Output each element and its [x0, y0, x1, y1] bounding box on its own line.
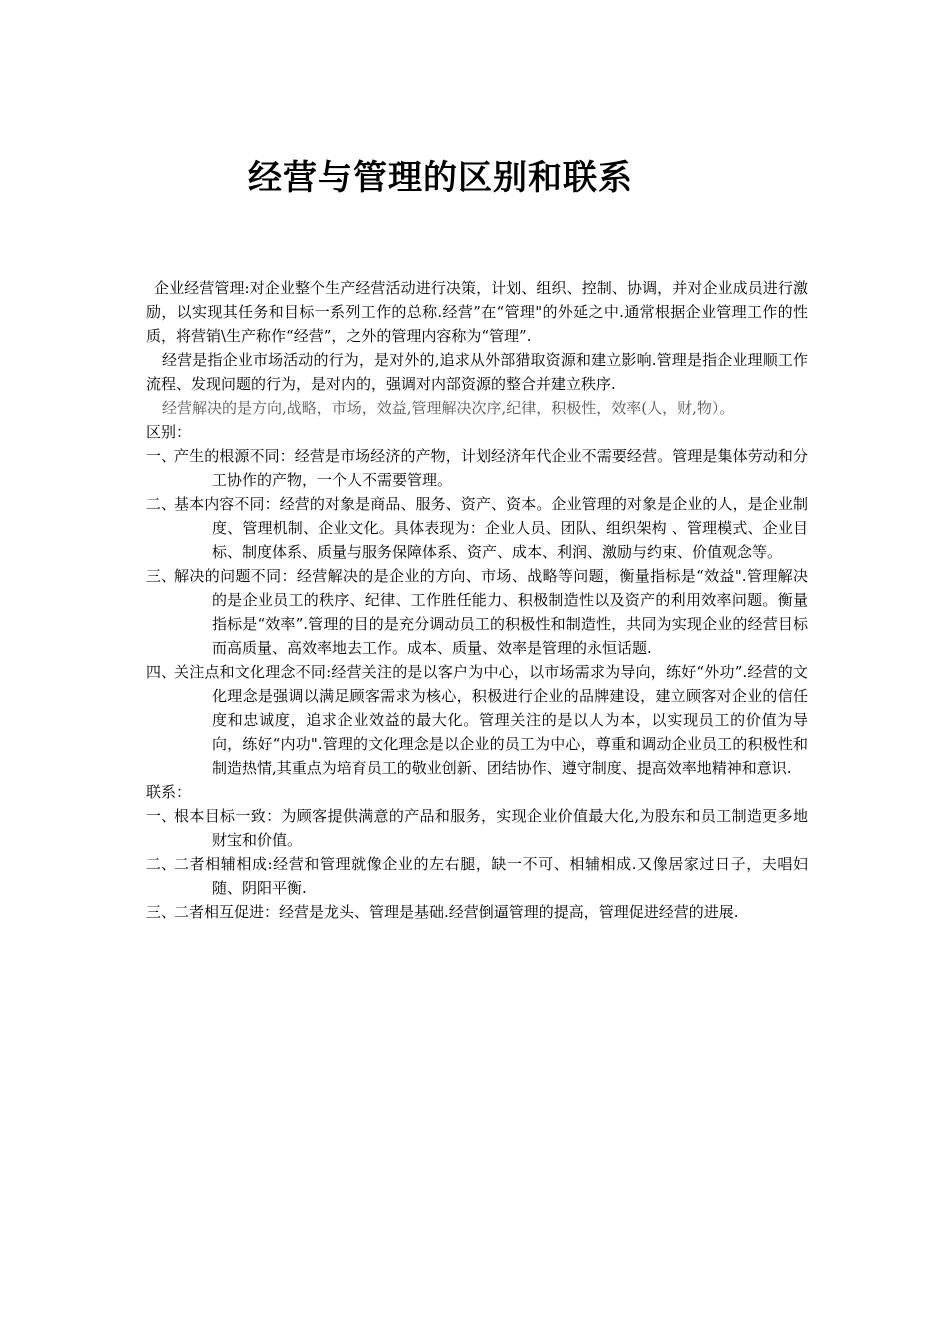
difference-number: 二、 [146, 495, 177, 513]
difference-text: 关注点和文化理念不同:经营关注的是以客户为中心，以市场需求为导向，练好“外功”.经营的文化理念是强调以满足顾客需求为核心，积极进行企业的品牌建设，建立顾客对企业的信任度和忠诚度，追求企业效益的最大化。管理关注的是以人为本，以实现员工的价值为导向，练好“内功".管理的文化理念是以企业的员工为中心，尊重和调动企业员工的积极性和制造热情,其重点为培育员工的敬业创新、团结协作、遵守制度、提高效率地精神和意识. [174, 663, 808, 777]
connection-number: 二、 [146, 855, 177, 873]
document-body [146, 276, 808, 924]
connection-text: 二者相辅相成:经营和管理就像企业的左右腿，缺一不可、相辅相成.又像居家过日子，夫唱妇随、阴阳平衡. [174, 855, 808, 897]
differences-label: 区别： [146, 423, 192, 441]
difference-text: 基本内容不同：经营的对象是商品、服务、资产、资本。企业管理的对象是企业的人，是企业制度、管理机制、企业文化。具体表现为：企业人员、团队、组织架构 、管理模式、企业目标、制度体系、质量与服务保障体系、资产、成本、利润、激励与约束、价值观念等。 [174, 495, 808, 561]
difference-item-3 [146, 564, 808, 660]
intro-paragraph-3: 经营解决的是方向,战略，市场，效益,管理解决次序,纪律，积极性，效率(人，财,物）。 [162, 399, 735, 417]
difference-item-2 [146, 492, 808, 564]
difference-text: 解决的问题不同：经营解决的是企业的方向、市场、战略等问题，衡量指标是“效益".管理解决的是企业员工的秩序、纪律、工作胜任能力、积极制造性以及资产的利用效率问题。衡量指标是“效率”.管理的目的是充分调动员工的积极性和制造性，共同为实现企业的经营目标而高质量、高效率地去工作。成本、质量、效率是管理的永恒话题. [174, 567, 808, 657]
intro-paragraph-1: 企业经营管理:对企业整个生产经营活动进行决策，计划、组织、控制、协调，并对企业成员进行激励，以实现其任务和目标一系列工作的总称.经营”在“管理"的外延之中.通常根据企业管理工作的性质，将营销\生产称作“经营”，之外的管理内容称为“管理”. [146, 279, 808, 345]
connection-text: 二者相互促进：经营是龙头、管理是基础.经营倒逼管理的提高，管理促进经营的进展. [174, 903, 739, 921]
difference-number: 四、 [146, 663, 177, 681]
difference-item-4 [146, 660, 808, 780]
difference-item-1 [146, 444, 808, 492]
difference-number: 三、 [146, 567, 177, 585]
connection-item-2 [146, 852, 808, 900]
difference-text: 产生的根源不同：经营是市场经济的产物，计划经济年代企业不需要经营。管理是集体劳动和分工协作的产物，一个人不需要管理。 [174, 447, 808, 489]
document-title: 经营与管理的区别和联系 [248, 158, 633, 198]
difference-number: 一、 [146, 447, 177, 465]
connection-text: 根本目标一致：为顾客提供满意的产品和服务，实现企业价值最大化,为股东和员工制造更多地财宝和价值。 [174, 807, 808, 849]
intro-paragraph-2: 经营是指企业市场活动的行为，是对外的,追求从外部猎取资源和建立影响.管理是指企业理顺工作流程、发现问题的行为，是对内的，强调对内部资源的整合并建立秩序. [146, 351, 808, 393]
connection-number: 三、 [146, 903, 177, 921]
connections-label: 联系： [146, 783, 192, 801]
connection-number: 一、 [146, 807, 177, 825]
connection-item-3 [146, 900, 808, 924]
connection-item-1 [146, 804, 808, 852]
